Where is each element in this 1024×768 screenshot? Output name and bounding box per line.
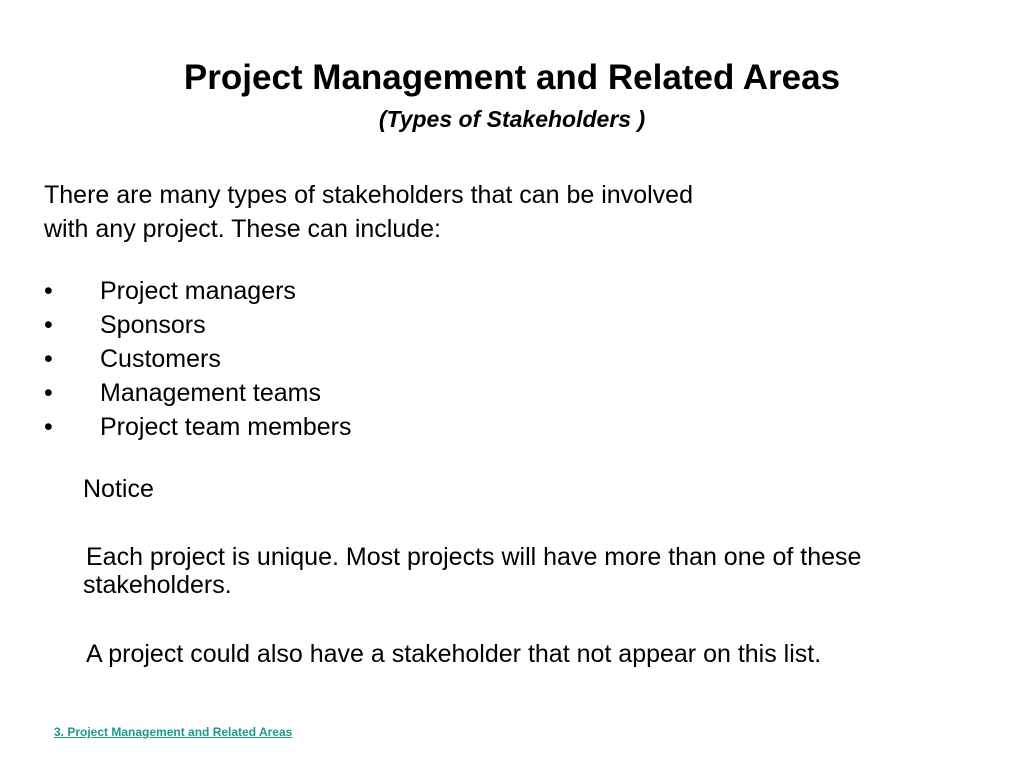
slide-title: Project Management and Related Areas xyxy=(183,58,841,97)
paragraph-unique: Each project is unique. Most projects will have more than one of these stakeholders. xyxy=(83,543,862,599)
notice-heading: Notice xyxy=(83,475,154,503)
footer-link[interactable]: 3. Project Management and Related Areas xyxy=(54,725,293,739)
bullet-icon: • xyxy=(44,379,53,407)
list-item xyxy=(44,274,351,308)
paragraph-other-stakeholder: A project could also have a stakeholder that not appear on this list. xyxy=(86,640,822,668)
list-item xyxy=(44,342,351,376)
bullet-icon: • xyxy=(44,345,53,373)
bullet-icon: • xyxy=(44,413,53,441)
bullet-icon: • xyxy=(44,311,53,339)
bullet-icon: • xyxy=(44,277,53,305)
stakeholder-list xyxy=(44,274,351,444)
list-item xyxy=(44,410,351,444)
list-item xyxy=(44,376,351,410)
list-item-label: Project managers xyxy=(100,277,296,305)
intro-text xyxy=(44,178,984,246)
intro-line-1: There are many types of stakeholders that can be involved xyxy=(44,181,693,209)
list-item xyxy=(44,308,351,342)
slide-subtitle: (Types of Stakeholders ) xyxy=(378,106,646,132)
list-item-label: Management teams xyxy=(100,379,321,407)
list-item-label: Project team members xyxy=(100,413,352,441)
list-item-label: Sponsors xyxy=(100,311,206,339)
intro-line-2: with any project. These can include: xyxy=(44,215,441,243)
list-item-label: Customers xyxy=(100,345,221,373)
